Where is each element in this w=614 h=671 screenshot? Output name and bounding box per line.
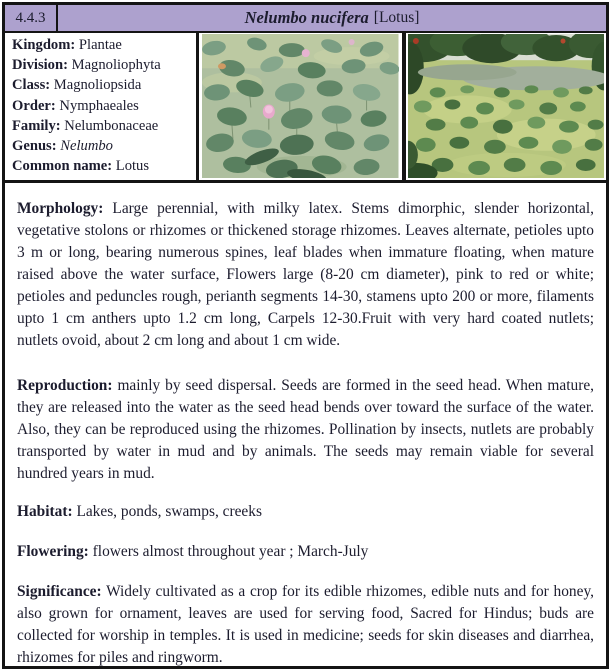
common-name-bracket: [Lotus]	[373, 9, 420, 26]
section-text: flowers almost throughout year ; March-July	[92, 543, 369, 560]
pond-photo-2-svg	[408, 34, 605, 178]
section-text: Widely cultivated as a crop for its edible rhizomes, edible nuts and for honey, also grown for ornament, leaves are used for serving food, Sacred for Hindus; buds are collected for worship in temples. It is used in medicine; seeds for skin diseases and diarrhea, rhizomes for piles and ringworm.	[17, 583, 594, 666]
section-significance	[17, 581, 594, 669]
header-row	[5, 5, 606, 33]
taxonomy-value: Magnoliopsida	[50, 77, 142, 94]
section-label: Habitat:	[17, 503, 73, 520]
section-reproduction	[17, 375, 594, 485]
taxonomy-row-genus	[12, 136, 190, 156]
pond-photo-1-svg	[202, 34, 399, 178]
taxonomy-row-division	[12, 55, 190, 75]
taxonomy-value: Nelumbonaceae	[60, 117, 159, 134]
section-text: Large perennial, with milky latex. Stems dimorphic, slender horizontal, vegetative stolons or rhizomes or thickened storage rhizomes. Leaves alternate, petioles upto 3 m or long, bearing numerous spines, leaf blades when immature floating, when mature raised above the water surface, Flowers large (8-20 cm diameter), pink to red or white; petioles and peduncles rough, perianth segments 14-30, stamens upto 200 or more, filaments upto 1 cm anthers upto 1.2 cm long, Carpels 12-30.Fruit with very hard coated nutlets; nutlets ovoid, about 2 cm long and about 1 cm wide.	[17, 200, 594, 349]
section-morphology	[17, 198, 594, 352]
section-label: Morphology:	[17, 200, 104, 217]
section-flowering	[17, 541, 594, 563]
taxonomy-row-family	[12, 116, 190, 136]
taxonomy-value: Nymphaeales	[55, 97, 139, 114]
section-label: Significance:	[17, 583, 102, 600]
species-name: Nelumbo nucifera	[244, 8, 369, 27]
taxonomy-label: Genus:	[12, 138, 57, 155]
page-title	[58, 5, 606, 31]
taxonomy-row-common-name	[12, 156, 190, 176]
section-number: 4.4.3	[5, 5, 58, 31]
section-label: Reproduction:	[17, 377, 113, 394]
taxonomy-row-kingdom	[12, 35, 190, 55]
taxonomy-label: Order:	[12, 97, 56, 114]
taxonomy-label: Common name:	[12, 158, 113, 175]
section-text: mainly by seed dispersal. Seeds are formed in the seed head. When mature, they are released into the water as the seed head bends over toward the surface of the water. Also, they can be reproduced using the rhizomes. Pollination by insects, nutlets are probably transported by water in mud and by animals. The seeds may remain viable for several hundred years in mud.	[17, 377, 594, 482]
taxonomy-label: Class:	[12, 77, 51, 94]
photo-lotus-pond-algae	[408, 34, 605, 178]
taxonomy-value: Nelumbo	[56, 138, 113, 155]
taxonomy-value: Plantae	[75, 37, 122, 53]
taxonomy-row-order	[12, 96, 190, 116]
taxonomy-label: Division:	[12, 57, 68, 74]
taxonomy-panel	[5, 33, 199, 180]
section-text: Lakes, ponds, swamps, creeks	[76, 503, 262, 520]
photo-lotus-pond-flowers	[202, 34, 399, 178]
description-body	[5, 183, 606, 669]
section-label: Flowering:	[17, 543, 89, 560]
taxonomy-row-class	[12, 75, 190, 95]
top-row	[5, 33, 606, 183]
taxonomy-label: Family:	[12, 117, 61, 134]
section-habitat	[17, 501, 594, 523]
taxonomy-value: Magnoliophyta	[67, 57, 161, 74]
page-frame	[2, 2, 609, 669]
photo-divider	[402, 33, 406, 180]
taxonomy-value: Lotus	[112, 158, 150, 175]
taxonomy-label: Kingdom:	[12, 37, 76, 53]
